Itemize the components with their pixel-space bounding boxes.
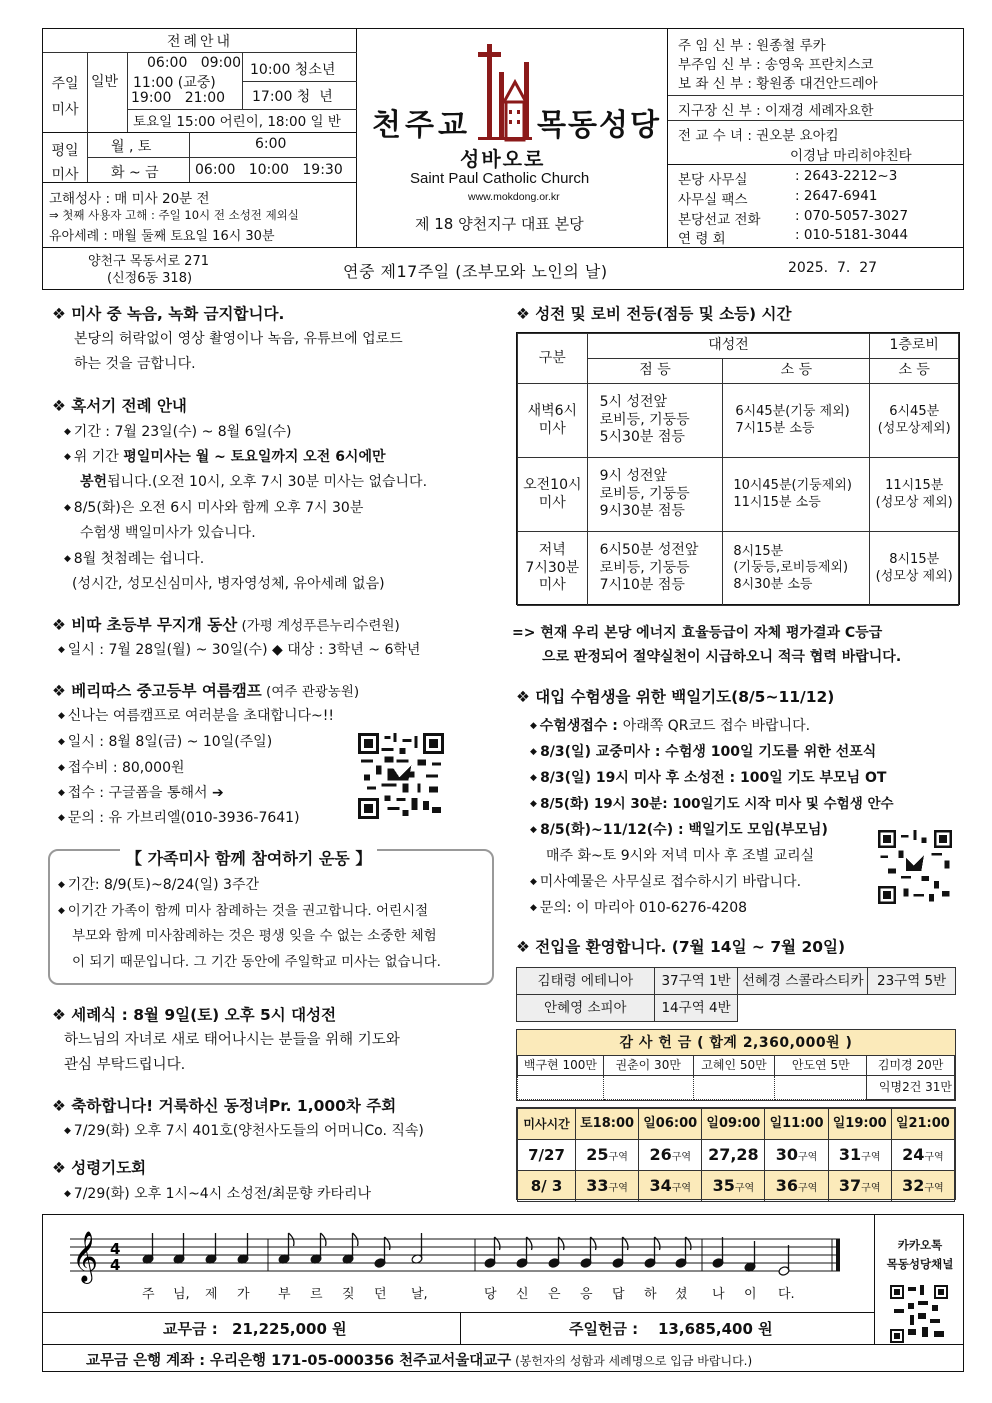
music-staff xyxy=(70,1225,850,1287)
summer-weekday-mass: ◆ 위 기간 평일미사는 월 ~ 토요일까지 오전 6시에만 xyxy=(64,445,386,470)
exam-prayer-meeting: ◆ 8/5(화)~11/12(수) : 백일기도 모임(부모님) xyxy=(530,818,828,843)
lyric-syllable: 주 xyxy=(142,1287,155,1302)
lyric-syllable: 짖 xyxy=(342,1287,355,1302)
lyric-syllable: 하 xyxy=(644,1287,657,1302)
confession-note: ⇒ 첫째 사용자 고해 : 주일 10시 전 소성전 제외실 xyxy=(49,208,299,222)
lyric-syllable: 당 xyxy=(484,1287,497,1302)
sunday-times-1: 06:00 09:00 xyxy=(147,55,242,71)
newcomer-district: 14구역 4반 xyxy=(654,995,738,1022)
duty-table xyxy=(516,1107,956,1200)
duty-header: 토18:00 xyxy=(576,1109,639,1140)
contact-office-value: : 2643-2212~3 xyxy=(795,168,898,184)
kakao-channel-label: 카카오톡 목동성당채널 xyxy=(886,1238,954,1271)
lighting-row-lobby: 11시15분 (성모상 제외) xyxy=(870,458,959,532)
lyric-syllable: 날, xyxy=(411,1287,428,1302)
thanks-empty xyxy=(603,1076,693,1100)
first-friday-off: ◆ 8월 첫첨례는 쉽니다. xyxy=(64,547,204,572)
sunday-mass-label: 주일 미사 xyxy=(51,76,79,118)
lighting-row-label: 오전10시 미사 xyxy=(518,458,588,532)
lighting-row-on: 9시 성전앞 로비등, 기둥등 9시30분 점등 xyxy=(587,458,723,532)
exam-qr-code[interactable] xyxy=(878,830,952,904)
address-line-1: 양천구 목동서로 271 xyxy=(88,254,209,269)
clergy-sister-2: 이경남 마리히야친타 xyxy=(790,148,912,164)
exam-prayer-schedule: 매주 화~토 9시와 저녁 미사 후 조별 교리실 xyxy=(546,848,815,864)
tue-fri-label: 화 ~ 금 xyxy=(111,165,159,181)
duty-cell: 32구역 xyxy=(891,1171,954,1202)
thanks-donor: 김미경 20만 xyxy=(867,1056,955,1076)
schedule-title: 전례안내 xyxy=(166,34,234,50)
newcomer-district: 23구역 5반 xyxy=(868,968,956,995)
duty-cell: 27,28 xyxy=(702,1140,765,1171)
duty-cell: 35구역 xyxy=(702,1171,765,1202)
veritas-fee: ◆ 접수비 : 80,000원 xyxy=(58,756,185,781)
newcomer-table xyxy=(516,967,956,1022)
lighting-row-on: 5시 성전앞 로비등, 기둥등 5시30분 점등 xyxy=(587,384,723,458)
sunday-offering-value: 13,685,400 원 xyxy=(658,1320,773,1338)
welcome-title: ❖ 전입을 환영합니다. (7월 14일 ~ 7월 20일) xyxy=(516,938,846,956)
duty-cell: 37구역 xyxy=(828,1171,891,1202)
recording-ban-text-2: 하는 것을 금합니다. xyxy=(74,356,196,372)
clergy-block xyxy=(667,29,963,247)
lighting-lobby-off-header: 소 등 xyxy=(870,359,959,384)
kakao-qr-code[interactable] xyxy=(890,1285,948,1343)
duty-header: 일06:00 xyxy=(639,1109,702,1140)
family-mass-title: 【 가족미사 함께 참여하기 운동 】 xyxy=(120,846,377,869)
website-link[interactable]: www.mokdong.or.kr xyxy=(468,191,560,203)
family-mass-text-1: ◆ 이기간 가족이 함께 미사 참례하는 것을 권고합니다. 어린시절 xyxy=(58,899,428,924)
summer-period: ◆ 기간 : 7월 23일(수) ~ 8월 6일(수) xyxy=(64,420,292,445)
duty-header: 일09:00 xyxy=(702,1109,765,1140)
thanks-empty xyxy=(775,1076,867,1100)
family-mass-period: ◆ 기간: 8/9(토)~8/24(일) 3주간 xyxy=(58,873,259,898)
lyric-syllable: 응 xyxy=(580,1287,593,1302)
newcomer-empty xyxy=(738,995,868,1022)
energy-notice-1: => 현재 우리 본당 에너지 효율등급이 자체 평가결과 C등급 xyxy=(512,625,883,641)
confession-info: 고해성사 : 매 미사 20분 전 xyxy=(49,191,210,207)
contact-fax: 사무실 팩스 xyxy=(678,192,748,208)
bank-account: 교무금 은행 계좌 : 우리은행 171-05-000356 천주교서울대교구 (봉헌자의 성함과 세례명으로 입금 바랍니다.) xyxy=(86,1353,753,1369)
exam-offering: ◆ 미사예물은 사무실로 접수하시기 바랍니다. xyxy=(530,870,801,895)
lighting-row-lobby: 6시45분 (성모상제외) xyxy=(870,384,959,458)
newcomer-name: 안혜영 소피아 xyxy=(517,995,655,1022)
first-friday-note: (성시간, 성모신심미사, 병자영성체, 유아세례 없음) xyxy=(72,576,385,592)
thanks-donor: 안도연 5만 xyxy=(775,1056,867,1076)
thanks-donor: 백구현 100만 xyxy=(518,1056,604,1076)
lighting-on-header: 점 등 xyxy=(587,359,723,384)
energy-notice-2: 으로 판정되어 절약실천이 시급하오니 적극 협력 바랍니다. xyxy=(542,649,902,665)
baptism-title: ❖ 세례식 : 8월 9일(토) 오후 5시 대성전 xyxy=(52,1006,337,1024)
newcomer-name: 선혜경 스콜라스티카 xyxy=(738,968,868,995)
summer-exam-mass: ◆ 8/5(화)은 오전 6시 미사와 함께 오후 7시 30분 xyxy=(64,496,363,521)
lighting-title: ❖ 성전 및 로비 전등(점등 및 소등) 시간 xyxy=(516,305,792,323)
veritas-qr-code[interactable] xyxy=(358,733,444,819)
recording-ban-text-1: 본당의 허락없이 영상 촬영이나 녹음, 유튜브에 업로드 xyxy=(74,331,403,347)
family-mass-text-2: 부모와 함께 미사참례하는 것은 평생 잊을 수 없는 소중한 체험 xyxy=(72,928,437,944)
lyric-syllable: 다. xyxy=(778,1287,795,1302)
thanks-donor: 고혜인 50만 xyxy=(693,1056,775,1076)
exam-prayer-title: ❖ 대입 수험생을 위한 백일기도(8/5~11/12) xyxy=(516,688,835,706)
lyric-syllable: 신 xyxy=(516,1287,529,1302)
lyric-syllable: 가 xyxy=(237,1287,250,1302)
veritas-register: ◆ 접수 : 구글폼을 통해서 ➔ xyxy=(58,781,224,806)
thanks-offering xyxy=(516,1029,956,1101)
sunday-offering-label: 주일헌금 : xyxy=(569,1320,639,1338)
english-name: Saint Paul Catholic Church xyxy=(410,170,590,187)
veritas-contact: ◆ 문의 : 유 가브리엘(010-3936-7641) xyxy=(58,806,300,831)
bulletin-date: 2025. 7. 27 xyxy=(788,260,878,276)
family-mass-text-3: 이 되기 때문입니다. 그 기간 동안에 주일학교 미사는 없습니다. xyxy=(72,954,441,970)
contact-funeral: 연 령 회 xyxy=(678,231,726,247)
duty-cell: 34구역 xyxy=(639,1171,702,1202)
sunday-times-3: 19:00 21:00 xyxy=(131,90,226,106)
lighting-main-hall: 대성전 xyxy=(587,334,870,359)
lighting-row-lobby: 8시15분 (성모상 제외) xyxy=(870,532,959,606)
youth-mass: 10:00 청소년 xyxy=(250,62,336,78)
lyric-syllable: 이 xyxy=(744,1287,757,1302)
duty-header: 일19:00 xyxy=(828,1109,891,1140)
lighting-row-off: 6시45분(기둥 제외) 7시15분 소등 xyxy=(723,384,870,458)
church-logo xyxy=(475,42,535,142)
duty-cell: 33구역 xyxy=(576,1171,639,1202)
mon-sat-time: 6:00 xyxy=(255,136,287,152)
exam-start-mass: ◆ 8/5(화) 19시 30분: 100일기도 시작 미사 및 수험생 안수 xyxy=(530,792,894,817)
duty-cell: 36구역 xyxy=(765,1171,828,1202)
lighting-table xyxy=(516,332,960,605)
newcomer-name: 김태령 에테니아 xyxy=(517,968,655,995)
lyric-syllable: 르 xyxy=(310,1287,323,1302)
clergy-assistant: 보 좌 신 부 : 황원종 대건안드레아 xyxy=(678,76,878,92)
parish-fee-label: 교무금 : xyxy=(163,1320,218,1338)
lyric-syllable: 부 xyxy=(278,1287,291,1302)
duty-cell: 25구역 xyxy=(576,1140,639,1171)
duty-date: 7/27 xyxy=(518,1140,576,1171)
week-title: 연중 제17주일 (조부모와 노인의 날) xyxy=(343,262,608,281)
veritas-date: ◆ 일시 : 8월 8일(금) ~ 10일(주일) xyxy=(58,730,272,755)
mon-sat-label: 월 , 토 xyxy=(111,139,152,155)
saturday-mass: 토요일 15:00 어린이, 18:00 일 반 xyxy=(133,114,341,130)
sunday-times-2: 11:00 (교중) xyxy=(133,75,216,91)
newcomer-district: 37구역 1반 xyxy=(654,968,738,995)
congrats-title: ❖ 축하합니다! 거룩하신 동정녀Pr. 1,000차 주회 xyxy=(52,1097,397,1115)
thanks-donor: 권춘이 30만 xyxy=(603,1056,693,1076)
contact-mission: 본당선교 전화 xyxy=(678,212,761,228)
lyric-syllable: 나 xyxy=(712,1287,725,1302)
duty-header: 일21:00 xyxy=(891,1109,954,1140)
clergy-pastor: 주 임 신 부 : 원종철 루카 xyxy=(678,38,826,54)
infant-baptism: 유아세례 : 매월 둘째 토요일 16시 30분 xyxy=(49,229,275,244)
lyric-syllable: 제 xyxy=(205,1287,218,1302)
lighting-row-label: 저녁 7시30분 미사 xyxy=(518,532,588,606)
church-name-left: 천주교 xyxy=(372,108,471,143)
lighting-lobby: 1층로비 xyxy=(870,334,959,359)
church-name-right: 목동성당 xyxy=(537,108,661,143)
weekday-mass-label: 평일 미사 xyxy=(51,143,79,183)
contact-funeral-value: : 010-5181-3044 xyxy=(795,227,909,243)
contact-office: 본당 사무실 xyxy=(678,172,748,188)
lyric-syllable: 님, xyxy=(173,1287,190,1302)
contact-fax-value: : 2647-6941 xyxy=(795,188,878,204)
lighting-row-off: 10시45분(기둥제외) 11시15분 소등 xyxy=(723,458,870,532)
parish-fee-value: 21,225,000 원 xyxy=(232,1320,347,1338)
prayer-meeting-title: ❖ 성령기도회 xyxy=(52,1159,147,1177)
baptism-text-2: 관심 부탁드립니다. xyxy=(64,1057,186,1073)
duty-date: 8/ 3 xyxy=(518,1171,576,1202)
duty-cell: 31구역 xyxy=(828,1140,891,1171)
svg-text:4: 4 xyxy=(110,1256,121,1274)
veritas-camp-title: ❖ 베리따스 중고등부 여름캠프 (여주 관광농원) xyxy=(52,682,360,700)
exam-contact: ◆ 문의: 이 마리아 010-6276-4208 xyxy=(530,896,747,921)
regular-label: 일반 xyxy=(91,74,119,90)
baptism-text-1: 하느님의 자녀로 새로 태어나시는 분들을 위해 기도와 xyxy=(64,1032,400,1048)
vita-camp-title: ❖ 비따 초등부 무지개 동산 (가평 계성푸른누리수련원) xyxy=(52,616,400,634)
exam-proclamation: ◆ 8/3(일) 교중미사 : 수험생 100일 기도를 위한 선포식 xyxy=(530,740,876,765)
duty-cell: 26구역 xyxy=(639,1140,702,1171)
lyric-syllable: 던 xyxy=(374,1287,387,1302)
veritas-invite: ◆ 신나는 여름캠프로 여러분을 초대합니다~!! xyxy=(58,704,334,729)
lyric-syllable: 셨 xyxy=(675,1287,688,1302)
prayer-meeting-info: ◆ 7/29(화) 오후 1시~4시 소성전/최문향 카타리나 xyxy=(64,1182,371,1207)
mass-schedule xyxy=(43,29,357,247)
clergy-district: 지구장 신 부 : 이재경 세례자요한 xyxy=(678,103,874,119)
clergy-associate: 부주임 신 부 : 송영욱 프란치스코 xyxy=(678,57,874,73)
contact-mission-value: : 070-5057-3027 xyxy=(795,208,909,224)
district-label: 제 18 양천지구 대표 본당 xyxy=(415,215,584,233)
lyric-syllable: 답 xyxy=(612,1287,625,1302)
address-line-2: (신정6동 318) xyxy=(107,271,193,286)
congrats-info: ◆ 7/29(화) 오후 7시 401호(양천사도들의 어머니Co. 직속) xyxy=(64,1119,424,1144)
lighting-row-on: 6시50분 성전앞 로비등, 기둥등 7시10분 점등 xyxy=(587,532,723,606)
thanks-empty xyxy=(693,1076,775,1100)
lighting-col-group: 구분 xyxy=(518,334,588,384)
lyric-syllable: 은 xyxy=(548,1287,561,1302)
exam-parent-ot: ◆ 8/3(일) 19시 미사 후 소성전 : 100일 기도 부모님 OT xyxy=(530,766,886,791)
summer-exam-mass-2: 수험생 백일미사가 있습니다. xyxy=(80,525,256,541)
thanks-offering-title: 감 사 헌 금 ( 합계 2,360,000원 ) xyxy=(619,1035,853,1051)
svg-text:𝄞: 𝄞 xyxy=(72,1231,99,1282)
hymn-lyrics xyxy=(140,1283,860,1303)
svg-text:4: 4 xyxy=(110,1240,121,1258)
tue-fri-times: 06:00 10:00 19:30 xyxy=(195,162,343,178)
young-adult-mass: 17:00 청 년 xyxy=(252,89,333,105)
thanks-anonymous: 익명2건 31만 xyxy=(867,1076,955,1100)
lighting-row-label: 새벽6시 미사 xyxy=(518,384,588,458)
duty-header: 미사시간 xyxy=(518,1109,576,1140)
exam-register: ◆ 수험생접수 : 아래쪽 QR코드 접수 바랍니다. xyxy=(530,714,810,739)
duty-cell: 30구역 xyxy=(765,1140,828,1171)
newcomer-empty xyxy=(868,995,956,1022)
summer-liturgy-title: ❖ 혹서기 전례 안내 xyxy=(52,397,187,415)
patron-name: 성바오로 xyxy=(460,147,546,171)
duty-header: 일11:00 xyxy=(765,1109,828,1140)
recording-ban-title: ❖ 미사 중 녹음, 녹화 금지합니다. xyxy=(52,305,285,323)
thanks-empty xyxy=(518,1076,604,1100)
summer-weekday-mass-2: 봉헌됩니다.(오전 10시, 오후 7시 30분 미사는 없습니다. xyxy=(80,474,428,490)
clergy-sister-1: 전 교 수 녀 : 권오분 요아킴 xyxy=(678,128,839,144)
lighting-off-header: 소 등 xyxy=(723,359,870,384)
vita-camp-info: ◆ 일시 : 7월 28일(월) ~ 30일(수) ◆ 대상 : 3학년 ~ 6학년 xyxy=(58,638,420,663)
duty-cell: 24구역 xyxy=(891,1140,954,1171)
lighting-row-off: 8시15분 (기둥등,로비등제외) 8시30분 소등 xyxy=(723,532,870,606)
